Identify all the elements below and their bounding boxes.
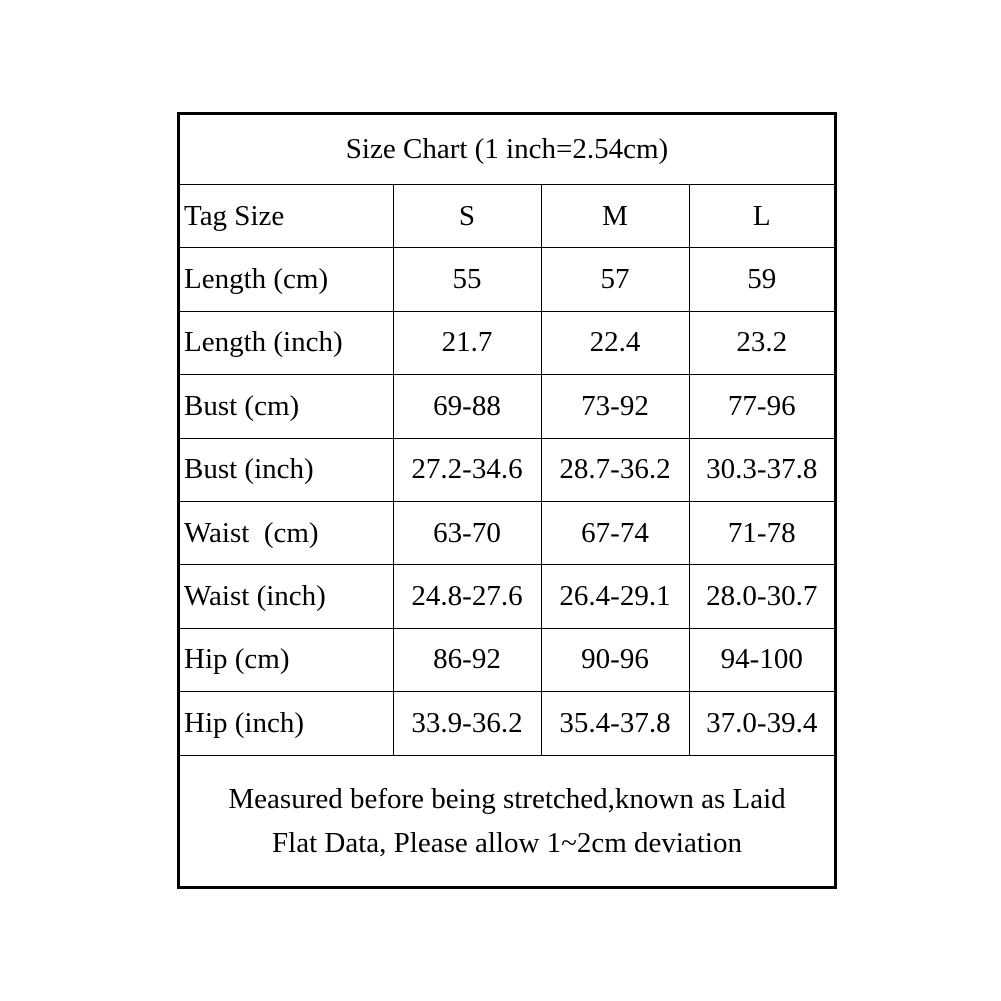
table-row bbox=[180, 248, 834, 311]
cell: 86-92 bbox=[393, 628, 541, 691]
size-s: S bbox=[393, 185, 541, 248]
cell: 33.9-36.2 bbox=[393, 692, 541, 755]
table-row bbox=[180, 628, 834, 691]
cell: 63-70 bbox=[393, 501, 541, 564]
cell: 69-88 bbox=[393, 375, 541, 438]
cell: 90-96 bbox=[541, 628, 689, 691]
row-label: Bust (inch) bbox=[180, 438, 393, 501]
table-row bbox=[180, 501, 834, 564]
size-chart bbox=[177, 112, 837, 889]
cell: 37.0-39.4 bbox=[689, 692, 834, 755]
cell: 27.2-34.6 bbox=[393, 438, 541, 501]
cell: 21.7 bbox=[393, 311, 541, 374]
cell: 73-92 bbox=[541, 375, 689, 438]
cell: 23.2 bbox=[689, 311, 834, 374]
cell: 67-74 bbox=[541, 501, 689, 564]
note-line: Flat Data, Please allow 1~2cm deviation bbox=[272, 827, 742, 859]
size-table bbox=[180, 185, 834, 756]
row-label: Bust (cm) bbox=[180, 375, 393, 438]
cell: 26.4-29.1 bbox=[541, 565, 689, 628]
cell: 77-96 bbox=[689, 375, 834, 438]
cell: 22.4 bbox=[541, 311, 689, 374]
row-label: Length (inch) bbox=[180, 311, 393, 374]
row-label: Waist (cm) bbox=[180, 501, 393, 564]
row-label: Hip (cm) bbox=[180, 628, 393, 691]
row-label: Length (cm) bbox=[180, 248, 393, 311]
size-m: M bbox=[541, 185, 689, 248]
header-label: Tag Size bbox=[180, 185, 393, 248]
note-line: Measured before being stretched,known as Laid bbox=[228, 783, 786, 815]
table-row bbox=[180, 311, 834, 374]
cell: 28.0-30.7 bbox=[689, 565, 834, 628]
measurement-note bbox=[180, 756, 834, 886]
row-label: Hip (inch) bbox=[180, 692, 393, 755]
table-row bbox=[180, 375, 834, 438]
cell: 30.3-37.8 bbox=[689, 438, 834, 501]
cell: 24.8-27.6 bbox=[393, 565, 541, 628]
cell: 71-78 bbox=[689, 501, 834, 564]
cell: 57 bbox=[541, 248, 689, 311]
row-label: Waist (inch) bbox=[180, 565, 393, 628]
cell: 59 bbox=[689, 248, 834, 311]
table-row bbox=[180, 565, 834, 628]
cell: 28.7-36.2 bbox=[541, 438, 689, 501]
cell: 35.4-37.8 bbox=[541, 692, 689, 755]
cell: 55 bbox=[393, 248, 541, 311]
table-row bbox=[180, 438, 834, 501]
chart-title: Size Chart (1 inch=2.54cm) bbox=[180, 115, 834, 185]
size-l: L bbox=[689, 185, 834, 248]
header-row bbox=[180, 185, 834, 248]
table-row bbox=[180, 692, 834, 755]
cell: 94-100 bbox=[689, 628, 834, 691]
